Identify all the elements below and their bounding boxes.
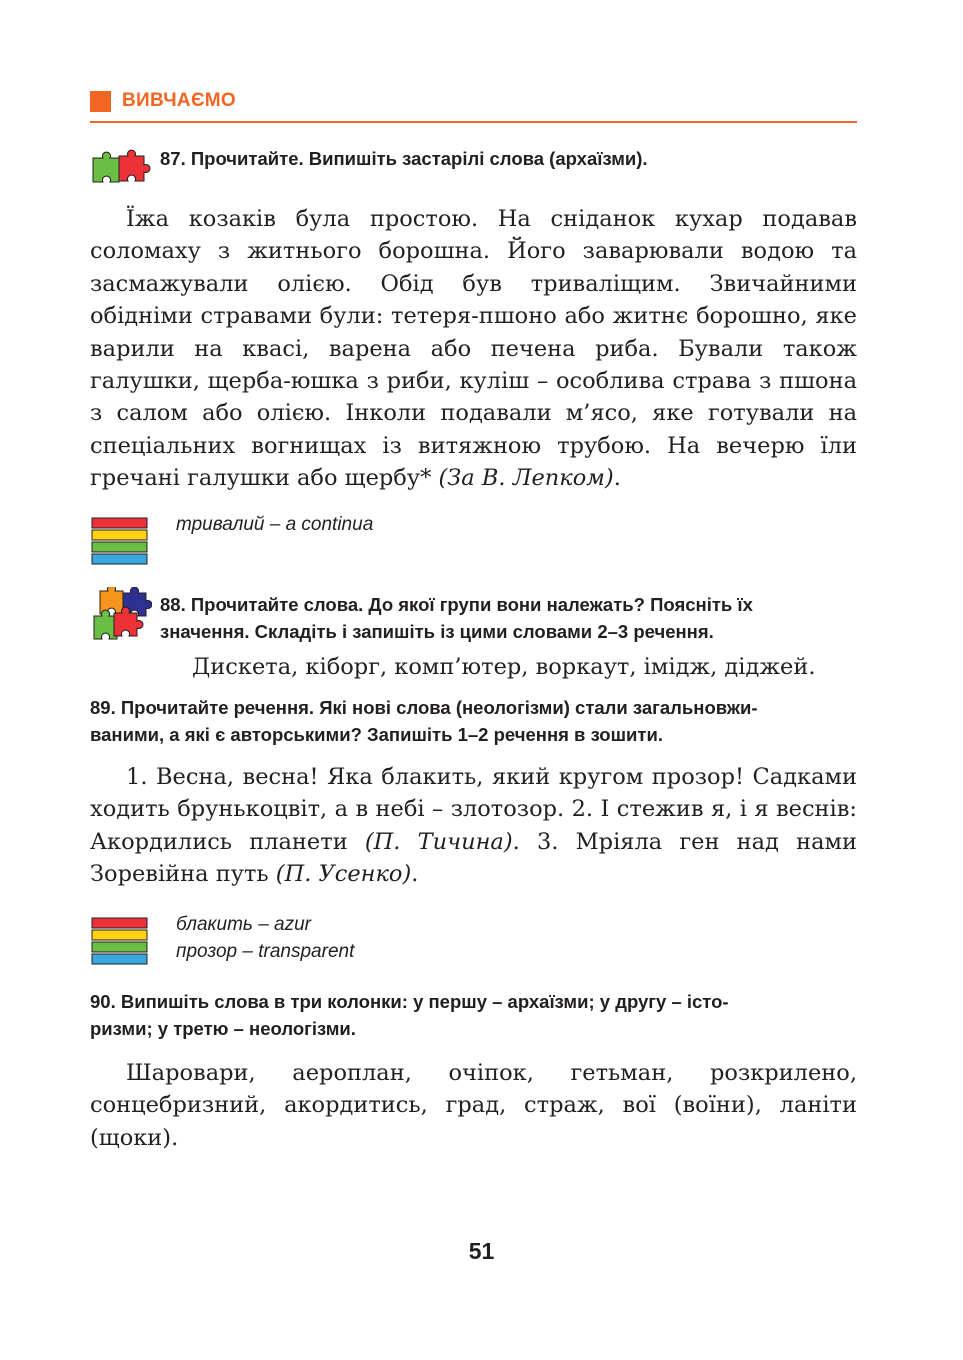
section-title: ВИВЧАЄМО	[122, 90, 236, 111]
task-87-source: (За В. Лепком)	[438, 465, 614, 492]
gloss-term: прозор – transparent	[176, 941, 355, 962]
header-rule	[90, 121, 857, 123]
task-88-heading-line1: 88. Прочитайте слова. До якої групи вони належать? Поясніть їх	[160, 594, 753, 615]
task-90-paragraph: Шаровари, аероплан, очіпок, гетьман, розкрилено, сонцебризний, акордитись, град, страж, вої (воїни), ланіти (щоки).	[90, 1060, 857, 1151]
task-87-text	[90, 203, 857, 495]
task-89-heading-line1: 89. Прочитайте речення. Які нові слова (неологізми) стали загальновжи-	[90, 697, 758, 718]
task-90-heading	[90, 988, 729, 1042]
books-icon	[90, 916, 152, 968]
task-89-source-b: (П. Усенко)	[275, 861, 412, 888]
task-88-heading-line2: значення. Складіть і запишіть із цими словами 2–3 речення.	[160, 621, 714, 642]
task-90-heading-line1: 90. Випишіть слова в три колонки: у першу – архаїзми; у другу – істо-	[90, 991, 729, 1012]
page-number: 51	[468, 1238, 495, 1264]
task-87-heading: 87. Прочитайте. Випишіть застарілі слова (архаїзми).	[160, 148, 648, 169]
task-89-heading-line2: ваними, а які є авторськими? Запишіть 1–2 речення в зошити.	[90, 724, 663, 745]
task-89-text	[90, 761, 857, 891]
gloss-list	[176, 911, 354, 965]
task-90-text	[90, 1057, 857, 1154]
books-icon	[90, 516, 152, 568]
task-89-text-b: . 3. Мріяла ген над нами Зоревійна путь	[90, 828, 858, 888]
task-88-words: Дискета, кіборг, комп’ютер, воркаут, імідж, діджей.	[192, 654, 816, 680]
header-marker	[90, 91, 111, 112]
task-87-end: .	[613, 465, 621, 492]
task-88-heading	[160, 591, 753, 645]
task-87-paragraph: Їжа козаків була простою. На сніданок кухар подавав соломаху з житнього борошна. Його заварювали водою та засмажували олією. Обід був триваліщим. Звичайними обідніми стравами були: тетеря-пшоно або житнє борошно, яке варили на квасі, варена або печена риба. Бували також галушки, щерба-юшка з риби, куліш – особлива страва з пшона з салом або олією. Інколи подавали м’ясо, яке готували на спеціальних вогнищах із витяжною трубою. На вечерю їли гречані галушки або щербу*	[90, 206, 857, 492]
task-89-source-a: (П. Тичина)	[364, 828, 513, 855]
gloss-term: тривалий – a continua	[176, 514, 374, 535]
puzzle-icon	[90, 587, 152, 645]
puzzle-icon	[90, 148, 154, 190]
task-89-heading	[90, 694, 758, 748]
task-89-end: .	[411, 861, 419, 888]
section-header	[90, 88, 857, 124]
task-89-text-a: 1. Весна, весна! Яка блакить, який кругом прозор! Садками ходить брунькоцвіт, а в небі – злотозор. 2. І стежив я, і я веснів: Акордились планети	[90, 764, 857, 855]
gloss-term: блакить – azur	[176, 914, 311, 935]
task-90-heading-line2: ризми; у третю – неологізми.	[90, 1018, 356, 1039]
